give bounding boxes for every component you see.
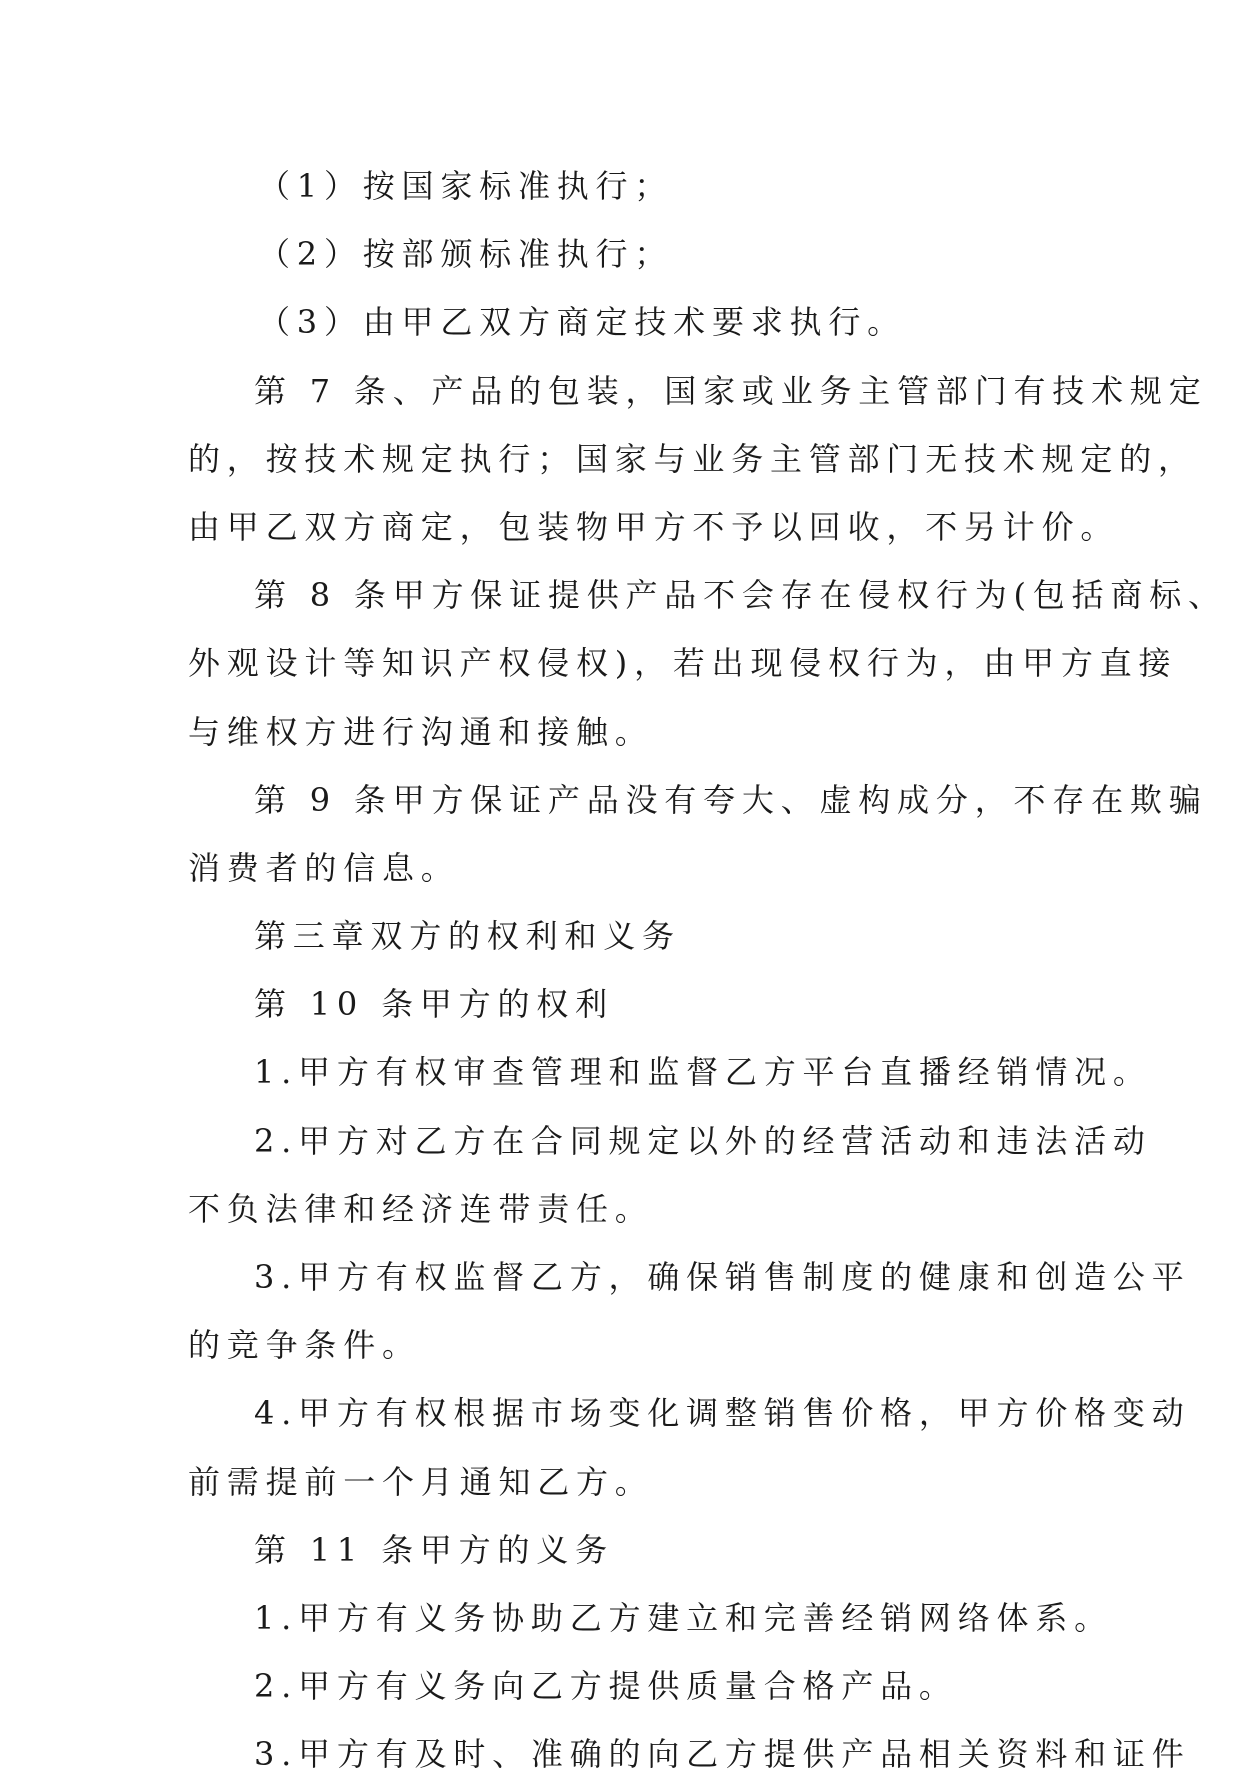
article-10-item-1: 1.甲方有权审查管理和监督乙方平台直播经销情况。: [254, 1053, 1152, 1092]
article-11-heading: 第 11 条甲方的义务: [254, 1530, 614, 1569]
article-10-item-2-line-2: 不负法律和经济连带责任。: [188, 1189, 654, 1228]
clause-item-2: （2）按部颁标准执行；: [258, 235, 674, 274]
article-10-heading: 第 10 条甲方的权利: [254, 985, 614, 1024]
article-10-item-3-line-2: 的竞争条件。: [188, 1326, 421, 1365]
article-9-line-1: 第 9 条甲方保证产品没有夸大、虚构成分，不存在欺骗: [254, 780, 1208, 819]
clause-item-3: （3）由甲乙双方商定技术要求执行。: [258, 303, 906, 342]
article-11-item-3: 3.甲方有及时、准确的向乙方提供产品相关资料和证件: [254, 1735, 1191, 1774]
article-11-item-2: 2.甲方有义务向乙方提供质量合格产品。: [254, 1667, 958, 1706]
article-10-item-3-line-1: 3.甲方有权监督乙方，确保销售制度的健康和创造公平: [254, 1258, 1191, 1296]
document-body: [188, 152, 1227, 1789]
article-8-line-1: 第 8 条甲方保证提供产品不会存在侵权行为(包括商标、: [254, 576, 1227, 615]
article-9-line-2: 消费者的信息。: [188, 848, 460, 887]
article-8-line-2: 外观设计等知识产权侵权)，若出现侵权行为，由甲方直接: [188, 644, 1178, 683]
article-7-line-2: 的，按技术规定执行；国家与业务主管部门无技术规定的，: [188, 439, 1197, 478]
article-7-line-1: 第 7 条、产品的包装，国家或业务主管部门有技术规定: [254, 371, 1208, 410]
chapter-3-heading: 第三章双方的权利和义务: [254, 917, 681, 956]
article-10-item-4-line-2: 前需提前一个月通知乙方。: [188, 1462, 654, 1501]
article-11-item-1: 1.甲方有义务协助乙方建立和完善经销网络体系。: [254, 1598, 1113, 1637]
article-10-item-2-line-1: 2.甲方对乙方在合同规定以外的经营活动和违法活动: [254, 1121, 1152, 1160]
article-8-line-3: 与维权方进行沟通和接触。: [188, 712, 654, 751]
article-7-line-3: 由甲乙双方商定，包装物甲方不予以回收，不另计价。: [188, 507, 1120, 546]
article-10-item-4-line-1: 4.甲方有权根据市场变化调整销售价格，甲方价格变动: [254, 1394, 1191, 1433]
clause-item-1: （1）按国家标准执行；: [258, 167, 674, 205]
